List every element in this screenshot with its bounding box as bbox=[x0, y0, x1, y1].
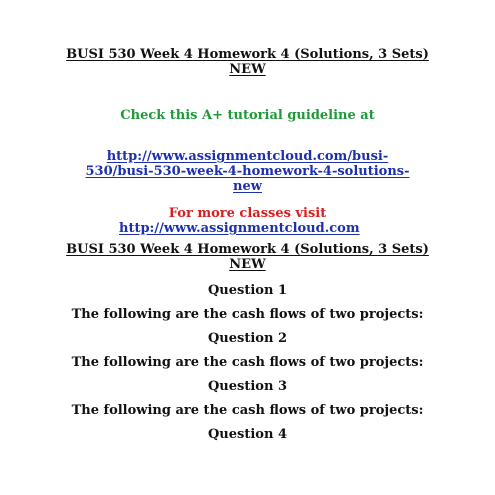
header-title-line1: BUSI 530 Week 4 Homework 4 (Solutions, 3 Sets) bbox=[66, 47, 429, 62]
question-heading: Question 1 bbox=[207, 283, 287, 298]
tutorial-link-line2-row[interactable] bbox=[0, 164, 495, 179]
question-text: The following are the cash flows of two projects: bbox=[71, 355, 424, 370]
tutorial-link-line2[interactable]: 530/busi-530-week-4-homework-4-solutions- bbox=[85, 164, 410, 179]
tutorial-link-line3[interactable]: new bbox=[233, 179, 262, 194]
tutorial-link-line1[interactable]: http://www.assignmentcloud.com/busi- bbox=[106, 149, 389, 164]
more-classes-link-row[interactable] bbox=[119, 221, 419, 236]
question-text: The following are the cash flows of two projects: bbox=[71, 403, 424, 418]
more-classes-link[interactable]: http://www.assignmentcloud.com bbox=[119, 221, 360, 236]
body-title-line1: BUSI 530 Week 4 Homework 4 (Solutions, 3 Sets) bbox=[66, 242, 429, 257]
more-classes-text: For more classes visit bbox=[168, 206, 327, 221]
tutorial-link[interactable] bbox=[0, 149, 495, 164]
header-title-line2: NEW bbox=[229, 62, 266, 77]
tutorial-link-line3-row[interactable] bbox=[0, 179, 495, 194]
question-heading: Question 4 bbox=[207, 427, 287, 442]
question-text: The following are the cash flows of two projects: bbox=[71, 307, 424, 322]
tutorial-text: Check this A+ tutorial guideline at bbox=[120, 108, 375, 123]
question-heading: Question 2 bbox=[207, 331, 287, 346]
question-heading: Question 3 bbox=[207, 379, 287, 394]
body-title-line2: NEW bbox=[229, 257, 266, 272]
